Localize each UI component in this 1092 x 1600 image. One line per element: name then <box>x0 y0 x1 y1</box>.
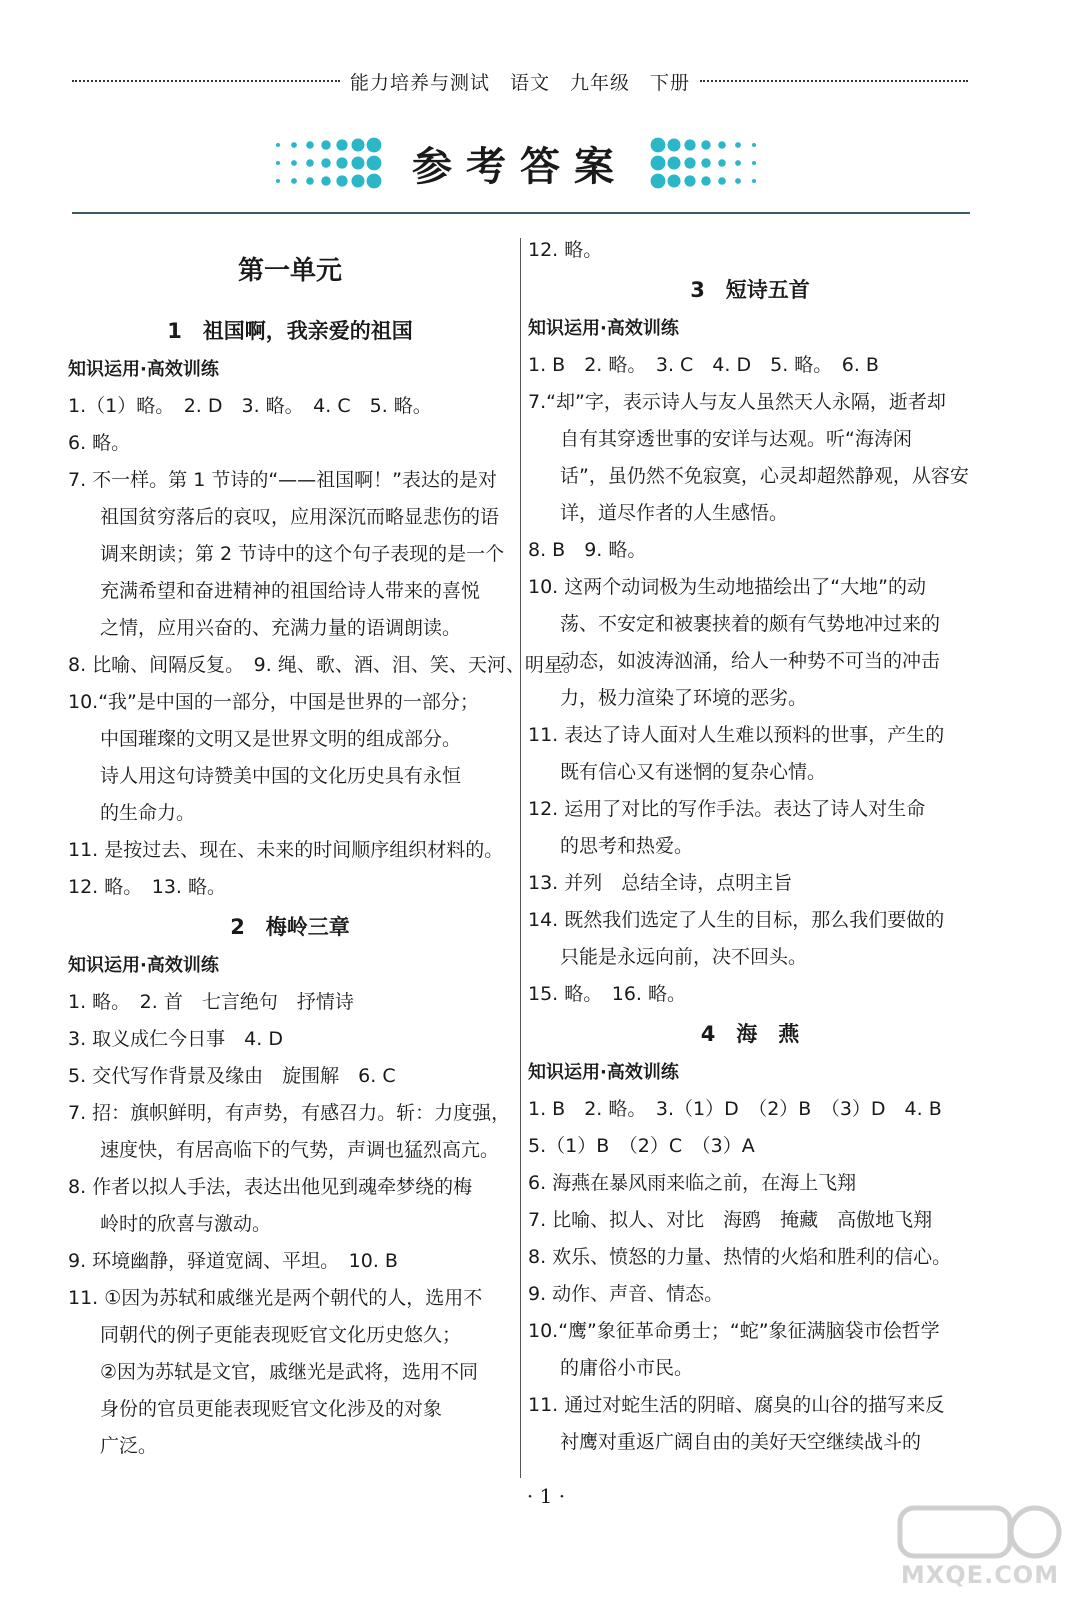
answer-line: 8. B 9. 略。 <box>528 539 647 561</box>
answer-line: 9. 动作、声音、情态。 <box>528 1283 724 1305</box>
section-label: 知识运用·高效训练 <box>528 1062 679 1083</box>
lesson-title: 3 短诗五首 <box>690 278 810 302</box>
header-dotted-rule-right <box>700 80 968 82</box>
watermark-logo <box>890 1500 1070 1595</box>
answer-line: 速度快，有居高临下的气势，声调也猛烈高亢。 <box>100 1139 500 1161</box>
answer-line: 7. 比喻、拟人、对比 海鸥 掩藏 高傲地飞翔 <box>528 1209 933 1231</box>
answer-line: 7. 招：旗帜鲜明，有声势，有感召力。斩：力度强， <box>68 1102 511 1124</box>
answer-line: 10.“我”是中国的一部分，中国是世界的一部分； <box>68 691 479 713</box>
answer-line: 11. 是按过去、现在、未来的时间顺序组织材料的。 <box>68 839 504 861</box>
answer-line: ②因为苏轼是文官，戚继光是武将，选用不同 <box>100 1361 479 1383</box>
answer-line: 9. 环境幽静，驿道宽阔、平坦。 10. B <box>68 1250 398 1272</box>
answer-line: 的思考和热爱。 <box>560 835 694 857</box>
answer-line: 6. 略。 <box>68 432 131 454</box>
header-bar <box>72 70 968 92</box>
answer-line: 的生命力。 <box>100 802 196 824</box>
left-column <box>68 232 582 1465</box>
answer-line: 8. 作者以拟人手法，表达出他见到魂牵梦绕的梅 <box>68 1176 473 1198</box>
answer-line: 充满希望和奋进精神的祖国给诗人带来的喜悦 <box>100 580 481 602</box>
answer-line: 1. 略。 2. 首 七言绝句 抒情诗 <box>68 991 354 1013</box>
answer-line: 7. 不一样。第 1 节诗的“——祖国啊！”表达的是对 <box>68 469 498 491</box>
answers-banner <box>270 130 770 196</box>
dots-decoration-left-icon <box>270 133 390 193</box>
answer-line: 之情，应用兴奋的、充满力量的语调朗读。 <box>100 617 462 639</box>
answer-line: 详，道尽作者的人生感悟。 <box>560 502 789 524</box>
answer-line: 15. 略。 16. 略。 <box>528 983 687 1005</box>
answer-line: 同朝代的例子更能表现贬官文化历史悠久； <box>100 1324 462 1346</box>
answer-line: 12. 略。 <box>528 239 603 261</box>
header-title: 能力培养与测试 语文 九年级 下册 <box>350 71 691 94</box>
section-label: 知识运用·高效训练 <box>68 359 219 380</box>
answer-line: 10. 这两个动词极为生动地描绘出了“大地”的动 <box>528 576 926 598</box>
answer-line: 6. 海燕在暴风雨来临之前，在海上飞翔 <box>528 1172 857 1194</box>
answer-line: 8. 欢乐、愤怒的力量、热情的火焰和胜利的信心。 <box>528 1246 952 1268</box>
answer-line: 12. 略。 13. 略。 <box>68 876 227 898</box>
right-column <box>528 232 972 1461</box>
answer-line: 力，极力渲染了环境的恶劣。 <box>560 687 808 709</box>
answer-line: 身份的官员更能表现贬官文化涉及的对象 <box>100 1398 443 1420</box>
answer-line: 的庸俗小市民。 <box>560 1357 694 1379</box>
answer-line: 中国璀璨的文明又是世界文明的组成部分。 <box>100 728 462 750</box>
answer-line: 13. 并列 总结全诗，点明主旨 <box>528 872 793 894</box>
banner-title: 参考答案 <box>412 142 628 190</box>
answer-line: 12. 运用了对比的写作手法。表达了诗人对生命 <box>528 798 926 820</box>
unit-title: 第一单元 <box>237 256 342 286</box>
answer-line: 衬鹰对重返广阔自由的美好天空继续战斗的 <box>560 1431 922 1453</box>
answer-line: 1. B 2. 略。 3.（1）D （2）B （3）D 4. B <box>528 1098 942 1120</box>
answer-line: 祖国贫穷落后的哀叹，应用深沉而略显悲伤的语 <box>100 506 500 528</box>
column-divider <box>520 238 521 1478</box>
answer-line: 3. 取义成仁今日事 4. D <box>68 1028 283 1050</box>
section-label: 知识运用·高效训练 <box>68 955 219 976</box>
answer-line: 10.“鹰”象征革命勇士；“蛇”象征满脑袋市侩哲学 <box>528 1320 940 1342</box>
answer-line: 7.“却”字，表示诗人与友人虽然天人永隔，逝者却 <box>528 391 946 413</box>
answer-line: 既有信心又有迷惘的复杂心情。 <box>560 761 827 783</box>
top-rule <box>72 212 970 214</box>
answer-line: 调来朗读；第 2 节诗中的这个句子表现的是一个 <box>100 543 505 565</box>
watermark-badge-icon <box>890 1500 1070 1570</box>
lesson-title: 2 梅岭三章 <box>230 915 350 939</box>
answer-line: 8. 比喻、间隔反复。 9. 绳、歌、酒、泪、笑、天河、明星。 <box>68 654 582 676</box>
answer-line: 1. B 2. 略。 3. C 4. D 5. 略。 6. B <box>528 354 879 376</box>
section-label: 知识运用·高效训练 <box>528 318 679 339</box>
answer-line: 14. 既然我们选定了人生的目标，那么我们要做的 <box>528 909 945 931</box>
answer-line: 自有其穿透世事的安详与达观。听“海涛闲 <box>560 428 912 450</box>
answer-line: 11. 表达了诗人面对人生难以预料的世事，产生的 <box>528 724 945 746</box>
watermark-text: MXQE.COM <box>900 1561 1060 1589</box>
answer-line: 广泛。 <box>100 1435 158 1457</box>
header-dotted-rule-left <box>72 80 340 82</box>
answer-line: 5.（1）B （2）C （3）A <box>528 1135 755 1157</box>
answer-line: 11. 通过对蛇生活的阴暗、腐臭的山谷的描写来反 <box>528 1394 945 1416</box>
answer-line: 11. ①因为苏轼和戚继光是两个朝代的人，选用不 <box>68 1287 483 1309</box>
answer-line: 1.（1）略。 2. D 3. 略。 4. C 5. 略。 <box>68 395 432 417</box>
answer-line: 诗人用这句诗赞美中国的文化历史具有永恒 <box>100 765 462 787</box>
lesson-title: 4 海 燕 <box>700 1022 800 1046</box>
page-number: · 1 · <box>526 1484 566 1508</box>
answer-line: 话”，虽仍然不免寂寞，心灵却超然静观，从容安 <box>560 465 969 487</box>
answer-line: 5. 交代写作背景及缘由 旋围解 6. C <box>68 1065 396 1087</box>
lesson-title: 1 祖国啊，我亲爱的祖国 <box>167 319 413 343</box>
answer-line: 动态，如波涛汹涌，给人一种势不可当的冲击 <box>560 650 941 672</box>
answer-line: 岭时的欣喜与激动。 <box>100 1213 272 1235</box>
dots-decoration-right-icon <box>650 133 770 193</box>
answer-line: 荡、不安定和被裹挟着的颇有气势地冲过来的 <box>560 613 941 635</box>
answer-line: 只能是永远向前，决不回头。 <box>560 946 808 968</box>
